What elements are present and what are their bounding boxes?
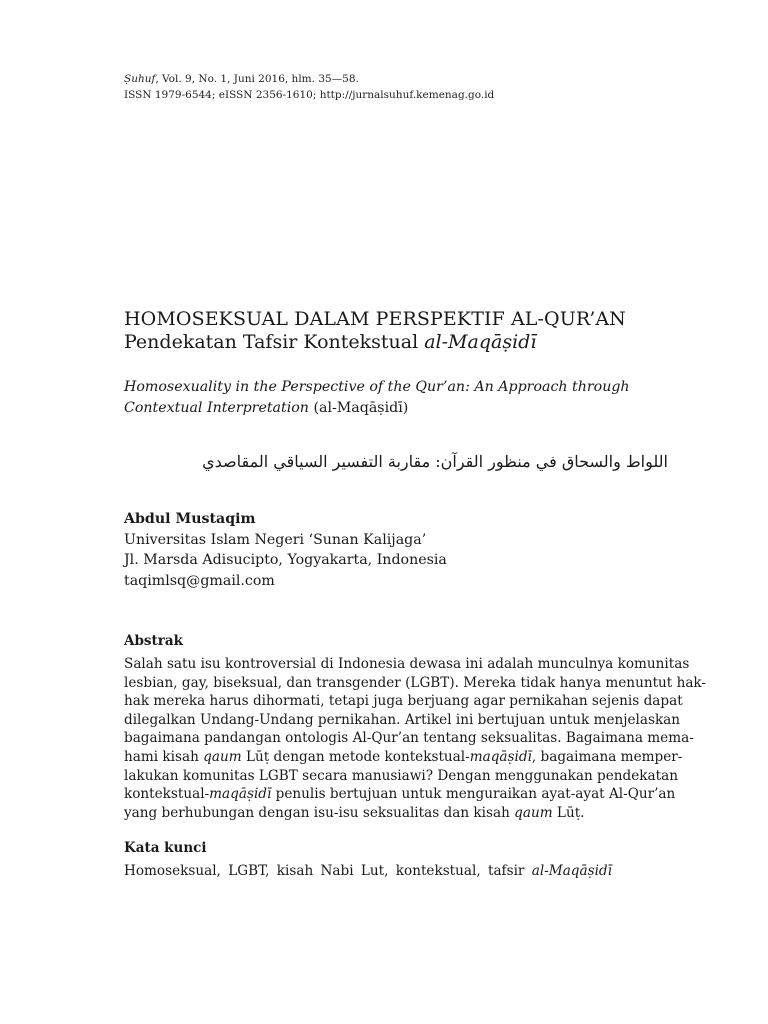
author-email[interactable]: taqimlsq@gmail.com [124,572,275,589]
abstract-line: hak mereka harus dihormati, tetapi juga berjuang agar pernikahan sejenis dapat [124,693,683,710]
abstract-text: yang berhubungan dengan isu-isu seksualitas dan kisah [124,804,515,821]
abstract-text: penulis bertujuan untuk menguraikan ayat-ayat Al-Qur’an [271,786,676,803]
arabic-title: اللواط والسحاق في منظور القرآن: مقاربة التفسير السياقي المقاصدي [202,452,668,471]
citation-text: , Vol. 9, No. 1, Juni 2016, hlm. 35—58. [155,73,359,85]
english-title [124,377,684,419]
keywords-text: Homoseksual, LGBT, kisah Nabi Lut, kontekstual, tafsir [124,863,532,879]
abstract-text: , bagaimana memper- [531,748,683,765]
keywords-section [124,839,670,880]
issn-line: ISSN 1979-6544; eISSN 2356-1610; http://jurnalsuhuf.kemenag.go.id [124,89,495,101]
author-affiliation: Universitas Islam Negeri ‘Sunan Kalijaga’ [124,531,427,548]
keywords-list [124,862,670,880]
abstract-italic: qaum [203,748,242,765]
abstract-line: bagaimana pandangan ontologis Al-Qur’an tentang seksualitas. Bagaimana mema- [124,730,694,747]
keywords-italic: al-Maqāṣidī [531,863,612,879]
abstract-line [124,785,676,804]
abstract-heading: Abstrak [124,633,183,649]
abstract-text: Lūṭ. [552,804,585,821]
abstract-text: hami kisah [124,748,204,765]
english-title-line2 [124,398,684,419]
abstract-text: Lūṭ dengan metode kontekstual- [241,748,470,765]
subtitle-text: Pendekatan Tafsir Kontekstual [124,331,425,353]
abstract-italic: maqāṣidī [469,748,532,765]
title-block [124,308,684,354]
author-name: Abdul Mustaqim [124,511,256,527]
abstract-line [124,804,670,823]
abstract-line: dilegalkan Undang-Undang pernikahan. Artikel ini bertujuan untuk menjelaskan [124,711,681,728]
article-subtitle [124,331,684,354]
abstract-italic: qaum [514,804,553,821]
author-block [124,509,447,591]
abstract-section [124,632,707,822]
abstract-line [124,748,683,767]
journal-name: Ṣuhuf [124,73,156,85]
keywords-heading: Kata kunci [124,840,207,856]
abstract-body [124,655,707,822]
journal-header [124,71,494,103]
english-title-italic: Contextual Interpretation [124,400,309,416]
abstract-line: lesbian, gay, biseksual, dan transgender (LGBT). Mereka tidak hanya menuntut hak- [124,674,707,691]
author-address: Jl. Marsda Adisucipto, Yogyakarta, Indonesia [124,552,447,568]
abstract-line: lakukan komunitas LGBT secara manusiawi? Dengan menggunakan pendekatan [124,767,678,784]
abstract-italic: maqāṣidī [209,786,272,803]
english-title-rest: (al-Maqāṣidī) [308,400,409,416]
citation-line [124,71,494,87]
english-title-line1: Homosexuality in the Perspective of the Qur’an: An Approach through [124,379,630,395]
subtitle-italic: al-Maqāṣidī [424,331,537,353]
abstract-text: kontekstual- [124,786,210,803]
article-title: HOMOSEKSUAL DALAM PERSPEKTIF AL-QUR’AN [124,308,626,330]
abstract-line: Salah satu isu kontroversial di Indonesia dewasa ini adalah munculnya komunitas [124,656,690,672]
